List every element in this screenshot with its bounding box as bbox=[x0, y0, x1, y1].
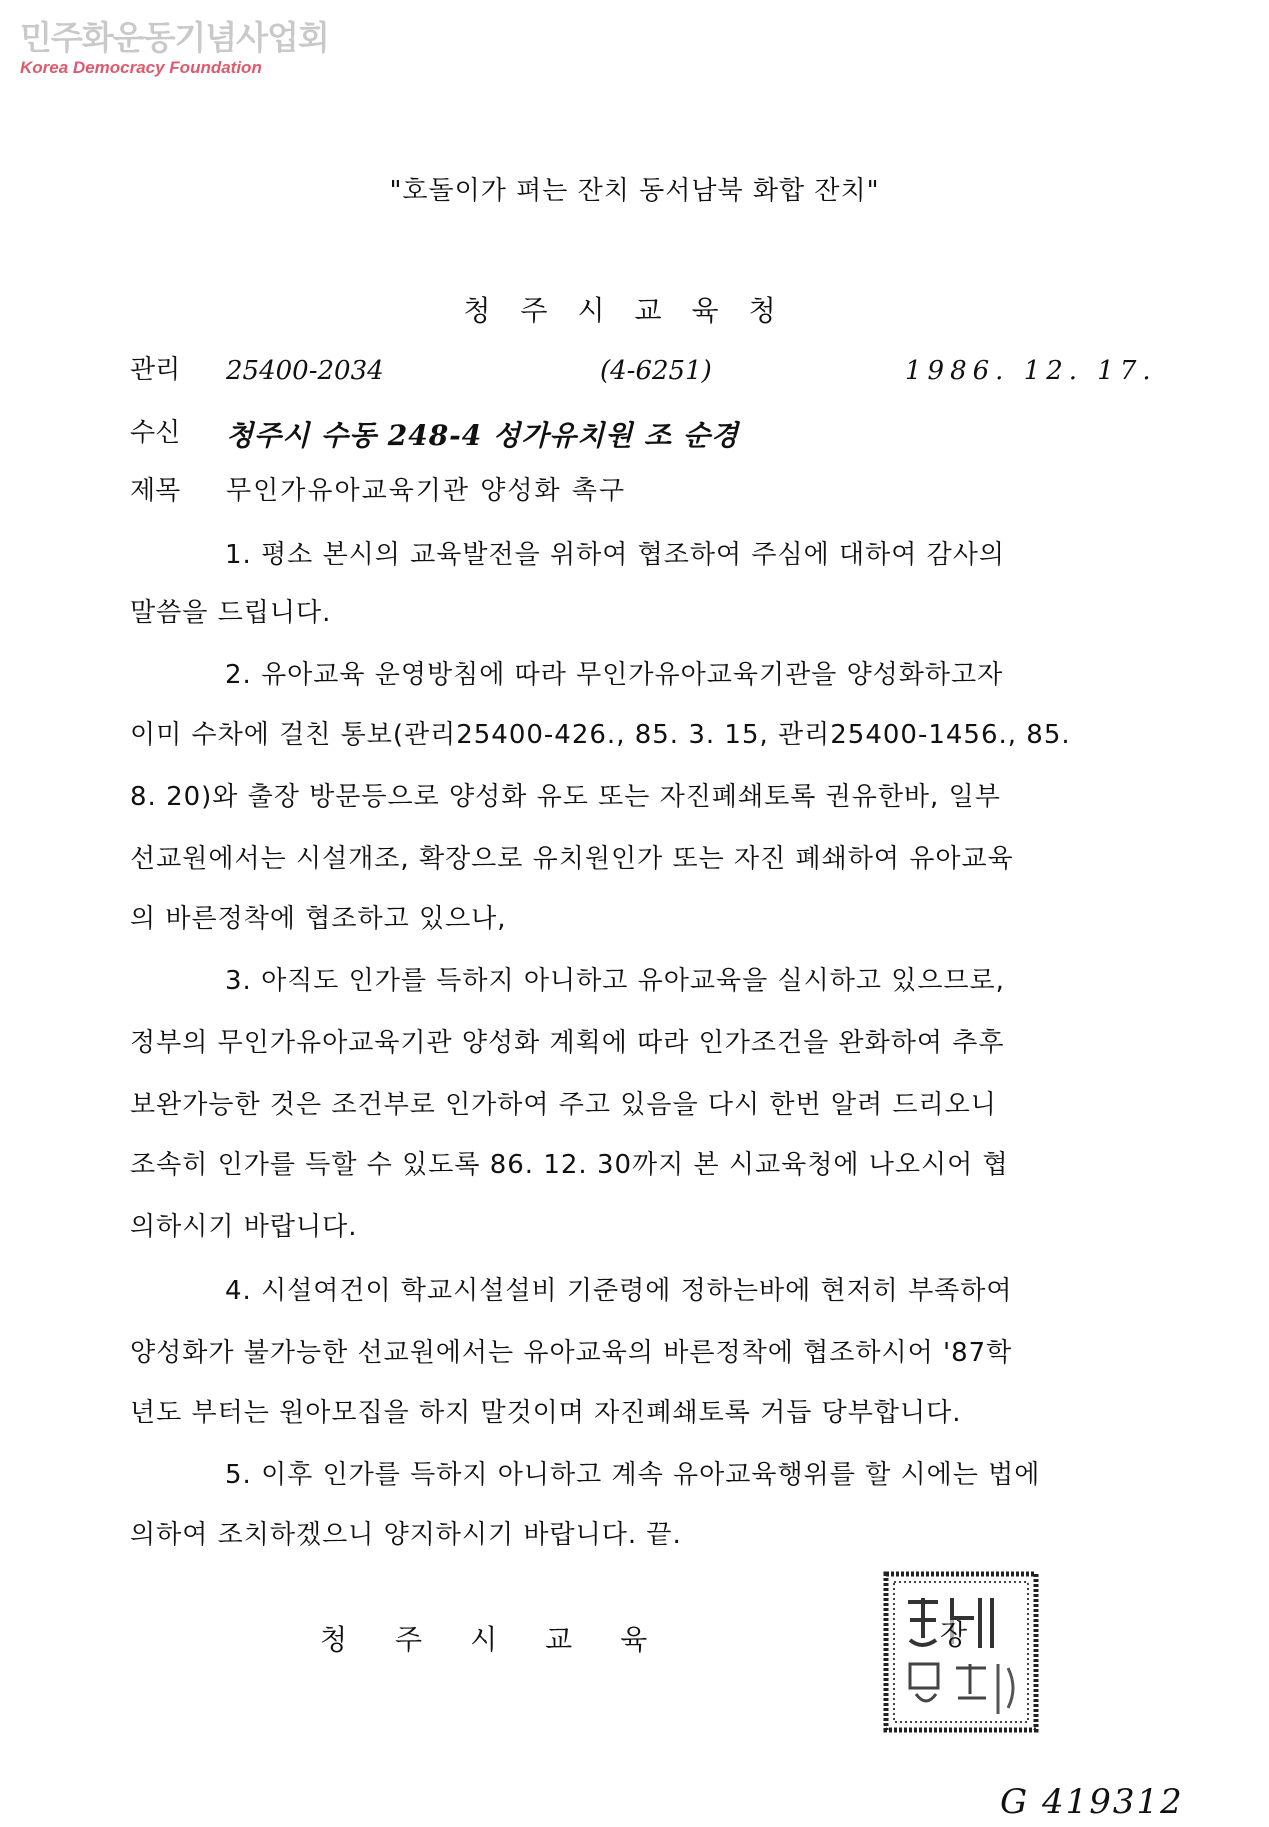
seal-label: 장 bbox=[940, 1618, 968, 1651]
paragraph-3-line-2: 정부의 무인가유아교육기관 양성화 계획에 따라 인가조건을 완화하여 추후 bbox=[130, 1028, 1005, 1058]
paragraph-1-line-2: 말씀을 드립니다. bbox=[130, 598, 332, 628]
paragraph-3-line-5: 의하시기 바랍니다. bbox=[130, 1212, 358, 1242]
watermark bbox=[20, 18, 329, 78]
paragraph-4-line-3: 년도 부터는 원아모집을 하지 말것이며 자진폐쇄토록 거듭 당부합니다. bbox=[130, 1398, 962, 1428]
paragraph-5-line-2: 의하여 조치하겠으니 양지하시기 바랍니다. 끝. bbox=[130, 1520, 682, 1550]
issuer-heading: 청주시교육청 bbox=[463, 294, 806, 327]
paragraph-4-line-2: 양성화가 불가능한 선교원에서는 유아교육의 바른정착에 협조하시어 '87학 bbox=[130, 1338, 1013, 1368]
paragraph-2-line-2: 이미 수차에 걸친 통보(관리25400-426., 85. 3. 15, 관리25400-1456., 85. bbox=[130, 720, 1071, 750]
seal-stamp-icon bbox=[880, 1568, 1042, 1736]
official-seal bbox=[880, 1568, 1042, 1736]
paragraph-5-line-1: 5. 이후 인가를 득하지 아니하고 계속 유아교육행위를 할 시에는 법에 bbox=[225, 1460, 1041, 1490]
recipient-label: 수신 bbox=[130, 418, 181, 448]
recipient-handwritten: 청주시 수동 248-4 성가유치원 조 순경 bbox=[226, 419, 739, 452]
document-date: 1986. 12. 17. bbox=[905, 356, 1157, 386]
phone-number: (4-6251) bbox=[600, 356, 712, 386]
paragraph-3-line-3: 보완가능한 것은 조건부로 인가하여 주고 있음을 다시 한번 알려 드리오니 bbox=[130, 1090, 997, 1120]
reference-label: 관리 bbox=[130, 355, 181, 385]
watermark-english: Korea Democracy Foundation bbox=[20, 58, 262, 77]
paragraph-2-line-1: 2. 유아교육 운영방침에 따라 무인가유아교육기관을 양성화하고자 bbox=[225, 660, 1004, 690]
document-title: "호돌이가 펴는 잔치 동서남북 화합 잔치" bbox=[389, 176, 880, 206]
subject: 무인가유아교육기관 양성화 촉구 bbox=[226, 476, 627, 506]
paragraph-2-line-4: 선교원에서는 시설개조, 확장으로 유치원인가 또는 자진 폐쇄하여 유아교육 bbox=[130, 844, 1014, 874]
paragraph-2-line-5: 의 바른정착에 협조하고 있으나, bbox=[130, 904, 507, 934]
subject-label: 제목 bbox=[130, 476, 181, 506]
paragraph-1-line-1: 1. 평소 본시의 교육발전을 위하여 협조하여 주심에 대하여 감사의 bbox=[225, 540, 1005, 570]
reference-number: 25400-2034 bbox=[226, 356, 384, 386]
paragraph-4-line-1: 4. 시설여건이 학교시설설비 기준령에 정하는바에 현저히 부족하여 bbox=[225, 1276, 1013, 1306]
archive-number: G 419312 bbox=[1000, 1782, 1184, 1822]
watermark-korean: 민주화운동기념사업회 bbox=[20, 18, 329, 57]
paragraph-3-line-1: 3. 아직도 인가를 득하지 아니하고 유아교육을 실시하고 있으므로, bbox=[225, 966, 1005, 996]
paragraph-2-line-3: 8. 20)와 출장 방문등으로 양성화 유도 또는 자진폐쇄토록 권유한바, 일부 bbox=[130, 782, 1001, 812]
paragraph-3-line-4: 조속히 인가를 득할 수 있도록 86. 12. 30까지 본 시교육청에 나오시어 협 bbox=[130, 1150, 1009, 1180]
signature-issuer: 청주시교육 bbox=[320, 1623, 696, 1656]
